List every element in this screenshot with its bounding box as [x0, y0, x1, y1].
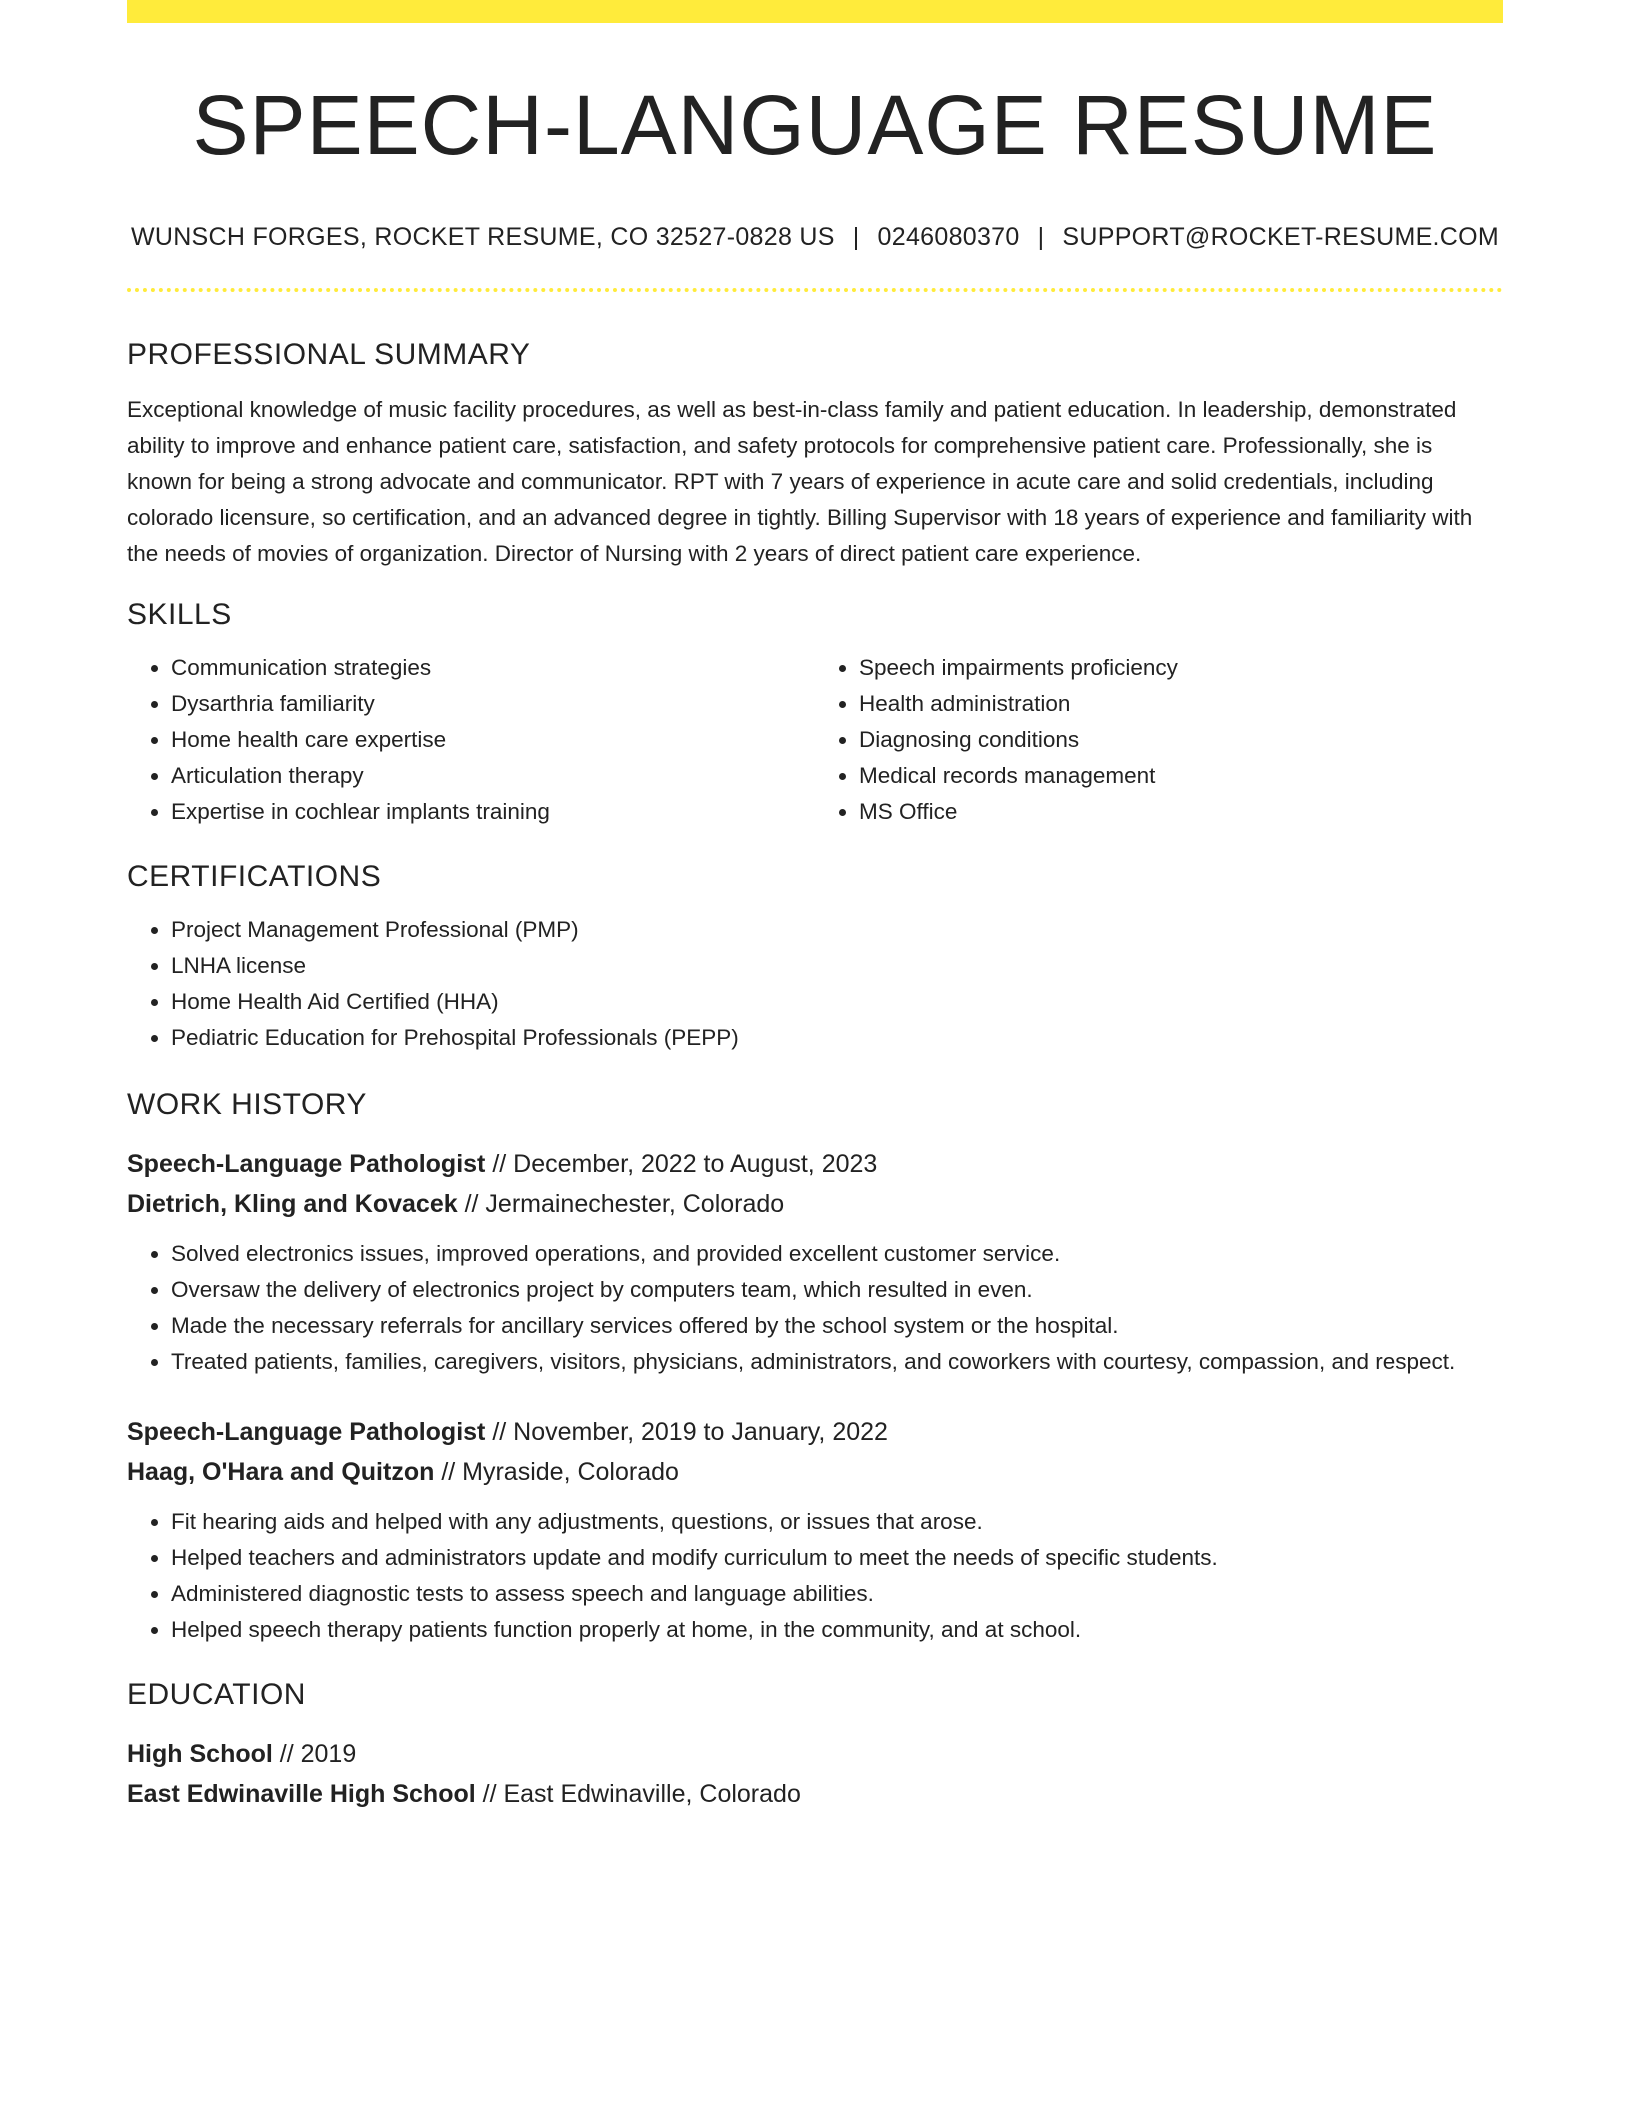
job-title-line: [127, 1144, 1503, 1184]
skills-list-right: [815, 650, 1503, 830]
accent-bar: [127, 0, 1503, 23]
skill-item: • Expertise in cochlear implants training: [171, 794, 815, 830]
job-location: // Myraside, Colorado: [434, 1458, 679, 1487]
skill-item: • Diagnosing conditions: [859, 722, 1503, 758]
contact-phone: 0246080370: [877, 223, 1020, 252]
education-school: East Edwinaville High School: [127, 1780, 476, 1809]
certifications-heading: CERTIFICATIONS: [127, 860, 382, 894]
contact-email: SUPPORT@ROCKET-RESUME.COM: [1062, 223, 1500, 252]
job-bullet: • Solved electronics issues, improved operations, and provided excellent customer service.: [171, 1236, 1503, 1272]
work-history-heading: WORK HISTORY: [127, 1088, 367, 1122]
skills-grid: [127, 650, 1503, 830]
skill-item: • Communication strategies: [171, 650, 815, 686]
skill-item: • Dysarthria familiarity: [171, 686, 815, 722]
job-bullet: • Fit hearing aids and helped with any adjustments, questions, or issues that arose.: [171, 1504, 1503, 1540]
job-bullet: • Helped speech therapy patients function properly at home, in the community, and at school.: [171, 1612, 1503, 1648]
education-location: // East Edwinaville, Colorado: [475, 1780, 801, 1809]
job-title: Speech-Language Pathologist: [127, 1150, 486, 1179]
skills-heading: SKILLS: [127, 598, 232, 632]
job-company-line: [127, 1184, 1503, 1224]
skill-item: • MS Office: [859, 794, 1503, 830]
contact-address: WUNSCH FORGES, ROCKET RESUME, CO 32527-0828 US: [130, 223, 835, 252]
job-entry: [127, 1144, 1503, 1380]
skills-list-left: [127, 650, 815, 830]
resume-page: [127, 0, 1503, 1814]
summary-text: Exceptional knowledge of music facility procedures, as well as best-in-class family and patient education. In leadership, demonstrated ability to improve and enhance patient care, satisfaction, and safety protocols for comprehensive patient care. Professionally, she is known for being a strong advocate and communicator. RPT with 7 years of experience in acute care and solid credentials, including colorado licensure, so certification, and an advanced degree in tightly. Billing Supervisor with 18 years of experience and familiarity with the needs of movies of organization. Director of Nursing with 2 years of direct patient care experience.: [127, 397, 1473, 567]
contact-separator: |: [1037, 223, 1045, 252]
job-bullets: [127, 1504, 1503, 1648]
job-location: // Jermainechester, Colorado: [457, 1190, 785, 1219]
education-heading: EDUCATION: [127, 1678, 306, 1712]
job-company-line: [127, 1452, 1503, 1492]
job-dates: // November, 2019 to January, 2022: [485, 1418, 888, 1447]
job-title-line: [127, 1412, 1503, 1452]
job-bullet: • Treated patients, families, caregivers, visitors, physicians, administrators, and coworkers with courtesy, compassion, and respect.: [171, 1344, 1503, 1380]
skill-item: • Health administration: [859, 686, 1503, 722]
job-bullets: [127, 1236, 1503, 1380]
page-title: SPEECH-LANGUAGE RESUME: [192, 78, 1438, 172]
job-bullet: • Helped teachers and administrators update and modify curriculum to meet the needs of specific students.: [171, 1540, 1503, 1576]
job-dates: // December, 2022 to August, 2023: [485, 1150, 878, 1179]
job-entry: [127, 1412, 1503, 1648]
certification-item: • Pediatric Education for Prehospital Professionals (PEPP): [171, 1020, 1503, 1056]
dotted-divider: [127, 288, 1503, 292]
contact-separator: |: [852, 223, 860, 252]
skill-item: • Speech impairments proficiency: [859, 650, 1503, 686]
certifications-list: [127, 912, 1503, 1056]
certification-item: • Home Health Aid Certified (HHA): [171, 984, 1503, 1020]
summary-heading: PROFESSIONAL SUMMARY: [127, 338, 531, 372]
education-degree: High School: [127, 1740, 273, 1769]
skill-item: • Articulation therapy: [171, 758, 815, 794]
job-bullet: • Made the necessary referrals for ancillary services offered by the school system or the hospital.: [171, 1308, 1503, 1344]
job-bullet: • Administered diagnostic tests to assess speech and language abilities.: [171, 1576, 1503, 1612]
job-company: Dietrich, Kling and Kovacek: [127, 1190, 458, 1219]
certification-item: • Project Management Professional (PMP): [171, 912, 1503, 948]
skill-item: • Medical records management: [859, 758, 1503, 794]
education-school-line: [127, 1774, 1503, 1814]
certification-item: • LNHA license: [171, 948, 1503, 984]
job-company: Haag, O'Hara and Quitzon: [127, 1458, 435, 1487]
education-year: // 2019: [272, 1740, 357, 1769]
job-bullet: • Oversaw the delivery of electronics project by computers team, which resulted in even.: [171, 1272, 1503, 1308]
contact-line: [127, 223, 1503, 252]
education-entry: [127, 1734, 1503, 1814]
job-title: Speech-Language Pathologist: [127, 1418, 486, 1447]
skill-item: • Home health care expertise: [171, 722, 815, 758]
education-degree-line: [127, 1734, 1503, 1774]
